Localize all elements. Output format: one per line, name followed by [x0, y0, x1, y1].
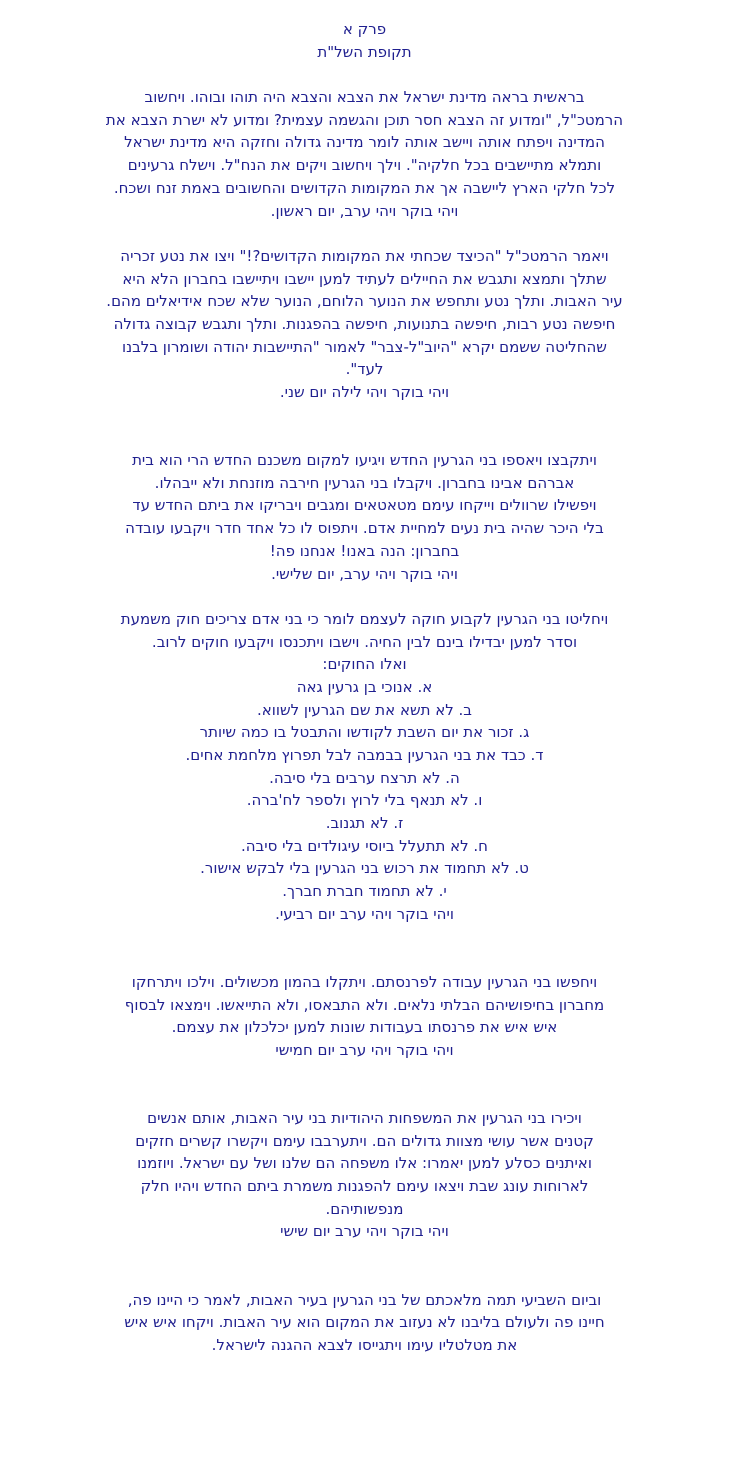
day-closing-line: ויהי בוקר ויהי ערב יום חמישי [275, 1040, 454, 1059]
day-3-paragraph [0, 449, 729, 585]
text-line: שהחליטה ששמם יקרא "היוב"ל-צבר" לאמור "התיישבות יהודה ושומרון בלבנו [122, 337, 607, 356]
day-closing-line: ויהי בוקר ויהי לילה יום שני. [279, 383, 450, 401]
text-line: ויחפשו בני הגרעין עבודה לפרנסתם. ויתקלו בהמון מכשולים. וילכו ויתרחקו [131, 972, 598, 991]
text-line: בחברון: הנה באנו! אנחנו פה! [269, 541, 460, 560]
chapter-title: פרק א [342, 20, 387, 38]
rule-item: ג. זכור את יום השבת לקודשו והתבטל בו כמה שיותר [199, 723, 530, 742]
text-line: ויתקבצו ויאספו בני הגרעין החדש ויגיעו למקום משכנם החדש הרי הוא בית [132, 451, 597, 470]
rule-item: ה. לא תרצח ערבים בלי סיבה. [269, 768, 460, 787]
text-line: לעד". [345, 360, 384, 379]
day-2-paragraph [0, 245, 729, 404]
text-line: וסדר למען יבדילו בינם לבין החיה. וישבו ויתכנסו ויקבעו חוקים לרוב. [151, 632, 578, 651]
text-line: מנפשותיהם. [325, 1199, 404, 1218]
text-line: את מטלטליו עימו ויתגייסו לצבא ההגנה לישראל. [211, 1335, 518, 1354]
rule-item: ב. לא תשא את שם הגרעין לשווא. [257, 700, 472, 719]
day-closing-line: ויהי בוקר ויהי ערב, יום ראשון. [270, 201, 459, 220]
text-line: ואיתנים כסלע למען יאמרו: אלו משפחה הם שלנו ושל עם ישראל. ויוזמנו [137, 1154, 592, 1173]
document-body [0, 18, 729, 1357]
text-line: קטנים אשר עושי מצוות גדולים הם. ויתערבבו עימם ויקשרו קשרים חזקים [135, 1131, 594, 1150]
text-line: ויאמר הרמטכ"ל "הכיצד שכחתי את המקומות הקדושים?!" ויצו את נטע זכריה [120, 246, 609, 265]
day-7-paragraph [0, 1289, 729, 1357]
day-5-paragraph [0, 971, 729, 1062]
text-line: ויכירו בני הגרעין את המשפחות היהודיות בני עיר האבות, אותם אנשים [147, 1109, 582, 1128]
text-line: איש איש את פרנסתו בעבודות שונות למען יכלכלון את עצמם. [171, 1018, 558, 1037]
text-line: לארוחות עונג שבת ויצאו עימם להפגנות משמרת ביתם החדש ויהיו חלק [140, 1177, 589, 1196]
rules-heading: ואלו החוקים: [322, 655, 407, 674]
text-line: ותמלא מתיישבים בכל חלקיה". וילך ויחשוב ויקים את הנח"ל. וישלח גרעינים [127, 156, 602, 175]
day-closing-line: ויהי בוקר ויהי ערב יום רביעי. [275, 904, 454, 923]
chapter-subtitle: תקופת השל"ת [317, 42, 412, 61]
day-4-paragraph [0, 608, 729, 926]
text-line: חיינו פה ולעולם בליבנו לא נעזוב את המקום הוא עיר האבות. ויקחו איש איש [124, 1313, 605, 1332]
rule-item: ו. לא תנאף בלי לרוץ ולספר לח'ברה. [246, 791, 483, 810]
text-line: לכל חלקי הארץ ליישבה אך את המקומות הקדושים והחשובים באמת זנח ושכח. [113, 178, 616, 197]
text-line: עיר האבות. ותלך נטע ותחפש את הנוער הלוחם, הנוער שלא שכח אידיאלים מהם. [106, 292, 623, 311]
text-line: הרמטכ"ל, "ומדוע זה הצבא חסר תוכן והגשמה עצמית? ומדוע לא ישרת הצבא את [105, 110, 624, 129]
rule-item: ח. לא תתעלל ביוסי עיגולדים בלי סיבה. [240, 836, 488, 855]
text-line: שתלך ותמצא ותגבש את החיילים לעתיד למען יישבו ויתיישבו בחברון הלא היא [122, 269, 607, 288]
text-line: המדינה ויפתח אותה ויישב אותה לומר מדינה גדולה וחזקה היא מדינת ישראל [124, 133, 605, 152]
rules-list [0, 676, 729, 903]
rule-item: ט. לא תחמוד את רכוש בני הגרעין בלי לבקש אישור. [200, 859, 529, 878]
rule-item: א. אנוכי בן גרעין גאה [296, 677, 433, 696]
day-closing-line: ויהי בוקר ויהי ערב, יום שלישי. [271, 564, 458, 583]
text-line: בראשית בראה מדינת ישראל את הצבא והצבא היה תוהו ובוהו. ויחשוב [144, 88, 585, 107]
rule-item: ד. כבד את בני הגרעין בבמבה לבל תפרוץ מלחמת אחים. [185, 746, 544, 765]
rule-item: י. לא תחמוד חברת חברך. [282, 882, 447, 901]
text-line: אברהם אבינו בחברון. ויקבלו בני הגרעין חירבה מוזנחת ולא ייבהלו. [154, 473, 575, 492]
text-line: וביום השביעי תמה מלאכתם של בני הגרעין בעיר האבות, לאמר כי היינו פה, [127, 1290, 602, 1309]
text-line: חיפשה נטע רבות, חיפשה בתנועות, חיפשה בהפגנות. ותלך ותגבש קבוצה גדולה [113, 314, 616, 333]
text-line: בלי היכר שהיה בית נעים למחיית אדם. ויתפוס לו כל אחד חדר ויקבעו עובדה [125, 519, 604, 538]
text-line: מחברון בחיפושיהם הבלתי נלאים. ולא התבאסו, ולא התייאשו. וימצאו לבסוף [124, 995, 605, 1014]
day-6-paragraph [0, 1107, 729, 1243]
text-line: ויפשילו שרוולים וייקחו עימם מטאטאים ומגבים ויבריקו את ביתם החדש עד [132, 496, 597, 515]
text-line: ויחליטו בני הגרעין לקבוע חוקה לעצמם לומר כי בני אדם צריכים חוק משמעת [120, 609, 609, 628]
rule-item: ז. לא תגנוב. [325, 814, 404, 833]
day-closing-line: ויהי בוקר ויהי ערב יום שישי [280, 1222, 449, 1241]
day-1-paragraph [0, 86, 729, 222]
